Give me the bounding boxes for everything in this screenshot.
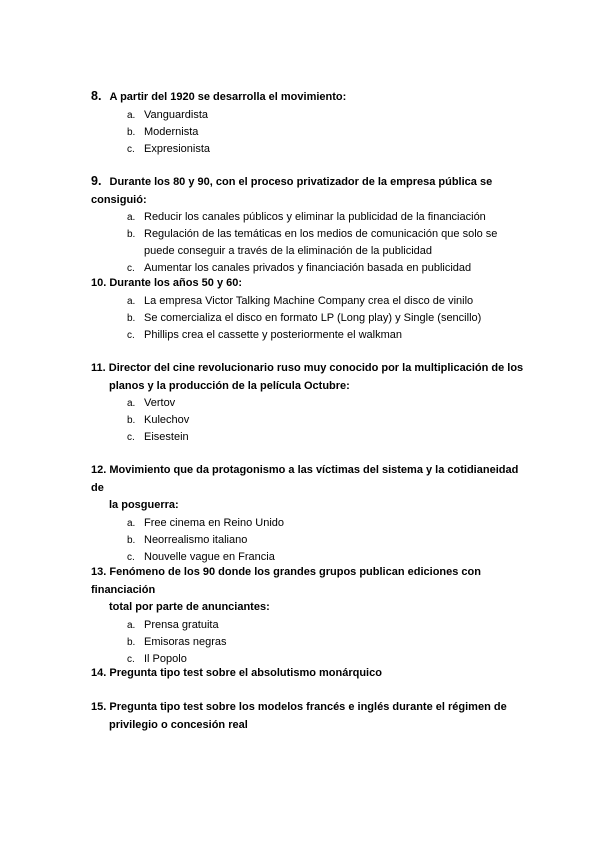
option-letter: c. — [127, 263, 135, 274]
question-line-continued: la posguerra: — [109, 499, 179, 511]
question-11 — [91, 360, 531, 446]
option-text: Vertov — [144, 397, 176, 409]
option-a — [91, 293, 531, 310]
option-a — [91, 209, 531, 226]
option-text-continued: puede conseguir a través de la eliminación de la publicidad — [144, 245, 433, 257]
question-line: Durante los 80 y 90, con el proceso privatizador de la empresa pública se consiguió: — [91, 176, 493, 206]
option-letter: a. — [127, 295, 136, 307]
option-text: Se comercializa el disco en formato LP (Long play) y Single (sencillo) — [144, 311, 482, 324]
option-text: Il Popolo — [144, 652, 187, 665]
option-letter: b. — [127, 126, 136, 138]
question-10-text — [91, 275, 531, 293]
option-letter: c. — [127, 551, 135, 563]
question-number: 8. — [91, 89, 102, 103]
option-letter: c. — [127, 329, 135, 341]
question-line: Movimiento que da protagonismo a las víctimas del sistema y la cotidianeidad de — [91, 464, 519, 494]
question-number: 14. — [91, 667, 107, 679]
option-b — [91, 634, 531, 651]
option-text: Kulechov — [144, 414, 190, 426]
option-letter: a. — [127, 212, 136, 223]
option-text: Eisestein — [144, 431, 189, 443]
option-c — [91, 549, 531, 566]
option-text: Reducir los canales públicos y eliminar la publicidad de la financiación — [144, 211, 486, 223]
option-b — [91, 226, 531, 260]
option-letter: a. — [127, 109, 136, 121]
option-letter: b. — [127, 534, 136, 546]
option-b — [91, 310, 531, 327]
options-list — [91, 617, 531, 668]
option-letter: b. — [127, 636, 136, 648]
question-11-text — [91, 360, 531, 395]
option-letter: a. — [127, 517, 136, 529]
options-list — [91, 395, 531, 446]
question-12 — [91, 462, 531, 566]
question-number: 13. — [91, 566, 107, 578]
option-text: Expresionista — [144, 142, 211, 155]
question-number: 9. — [91, 174, 102, 188]
option-c — [91, 327, 531, 344]
question-14-text — [91, 665, 531, 683]
option-text: Modernista — [144, 125, 199, 138]
question-line: Fenómeno de los 90 donde los grandes grupos publican ediciones con financiación — [91, 566, 481, 596]
option-a — [91, 395, 531, 412]
options-list — [91, 209, 531, 277]
question-9-text — [91, 173, 531, 209]
option-c — [91, 429, 531, 446]
question-line: Director del cine revolucionario ruso muy conocido por la multiplicación de los — [108, 362, 524, 374]
option-text: Emisoras negras — [144, 635, 227, 648]
option-c — [91, 141, 531, 158]
option-a — [91, 515, 531, 532]
option-text: La empresa Victor Talking Machine Company crea el disco de vinilo — [144, 294, 474, 307]
question-9 — [91, 173, 531, 277]
option-letter: c. — [127, 432, 135, 443]
option-text: Neorrealismo italiano — [144, 533, 248, 546]
option-letter: a. — [127, 619, 136, 631]
question-8-text — [91, 88, 531, 107]
question-15 — [91, 699, 531, 734]
option-b — [91, 124, 531, 141]
question-line-continued: planos y la producción de la película Octubre: — [109, 379, 350, 392]
question-13-text — [91, 564, 531, 617]
question-number: 10. — [91, 277, 107, 289]
option-text: Prensa gratuita — [144, 618, 219, 631]
question-14 — [91, 665, 531, 683]
question-line: Pregunta tipo test sobre los modelos francés e inglés durante el régimen de — [109, 701, 507, 713]
question-line-continued: total por parte de anunciantes: — [109, 601, 270, 613]
option-letter: a. — [127, 398, 136, 409]
options-list — [91, 293, 531, 344]
option-letter: c. — [127, 143, 135, 155]
question-12-text — [91, 462, 531, 515]
option-b — [91, 532, 531, 549]
question-line: Pregunta tipo test sobre el absolutismo monárquico — [109, 667, 382, 679]
option-letter: b. — [127, 415, 136, 426]
question-line-continued: privilegio o concesión real — [109, 718, 248, 731]
question-10 — [91, 275, 531, 344]
options-list — [91, 515, 531, 566]
question-line: Durante los años 50 y 60: — [109, 277, 243, 289]
option-text: Vanguardista — [144, 108, 209, 121]
question-number: 11. — [91, 362, 106, 374]
option-text: Free cinema en Reino Unido — [144, 516, 285, 529]
option-letter: b. — [127, 229, 136, 240]
question-line: A partir del 1920 se desarrolla el movimiento: — [109, 91, 347, 103]
option-text: Regulación de las temáticas en los medios de comunicación que solo se — [144, 228, 498, 240]
option-text: Phillips crea el cassette y posteriormente el walkman — [144, 328, 403, 341]
option-a — [91, 617, 531, 634]
option-b — [91, 412, 531, 429]
option-text: Nouvelle vague en Francia — [144, 550, 275, 563]
option-letter: c. — [127, 653, 135, 665]
option-text: Aumentar los canales privados y financiación basada en publicidad — [144, 262, 472, 274]
option-a — [91, 107, 531, 124]
question-8 — [91, 88, 531, 158]
question-13 — [91, 564, 531, 668]
question-number: 12. — [91, 464, 107, 476]
option-letter: b. — [127, 312, 136, 324]
question-15-text — [91, 699, 531, 734]
options-list — [91, 107, 531, 158]
question-number: 15. — [91, 701, 107, 713]
